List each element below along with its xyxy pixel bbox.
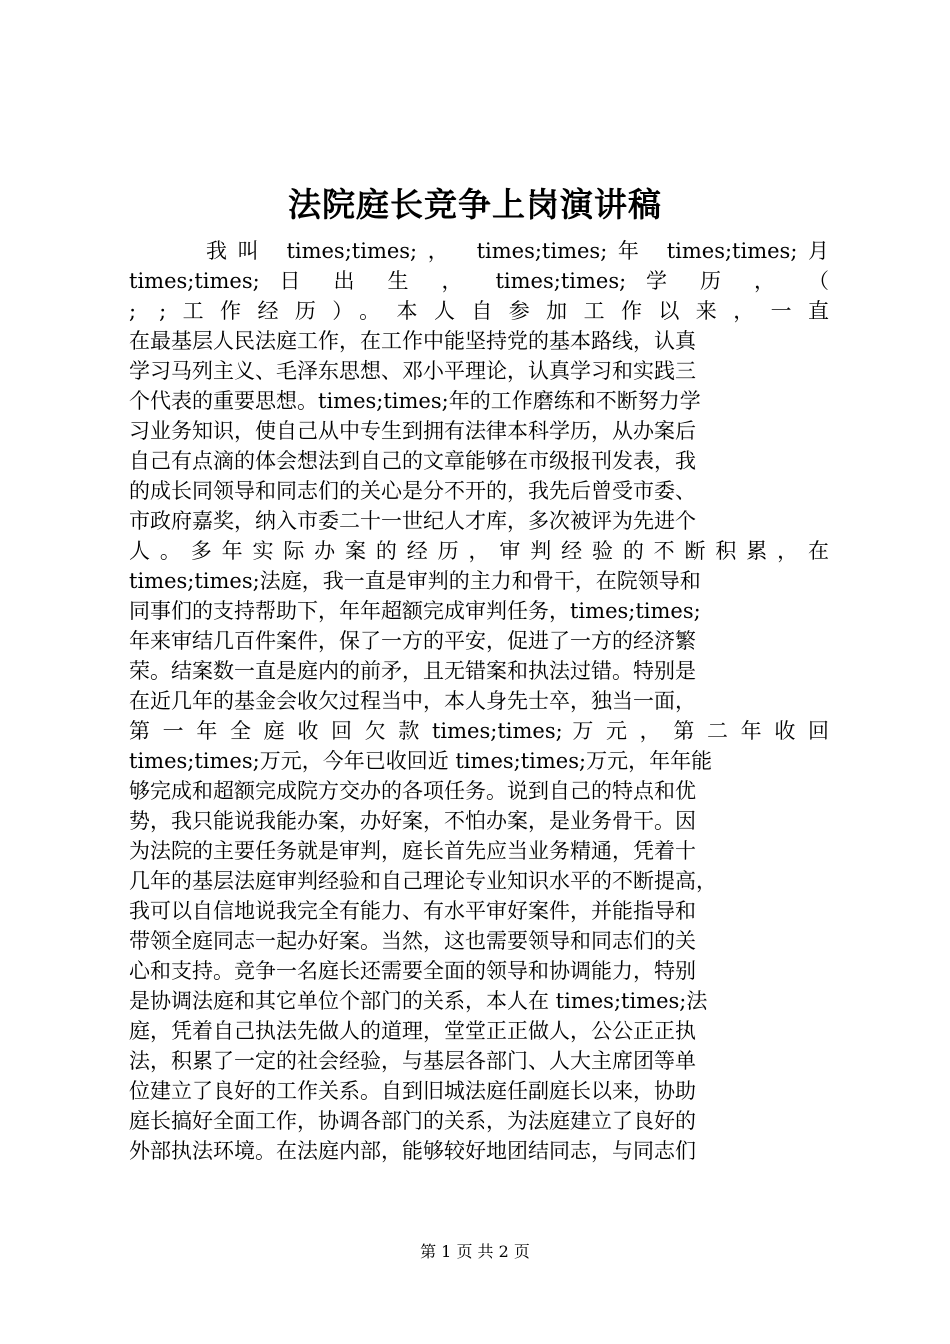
body-line: 够完成和超额完成院方交办的各项任务。说到自己的特点和优	[129, 779, 696, 803]
body-line: 人。多年实际办案的经历，审判经验的不断积累，在	[129, 539, 829, 563]
body-line: 第 一 年 全 庭 收 回 欠 款 times;times; 万 元 ， 第 二 年 收 回	[129, 719, 829, 743]
body-line: 带领全庭同志一起办好案。当然，这也需要领导和同志们的关	[129, 929, 696, 953]
body-line: 荣。结案数一直是庭内的前矛，且无错案和执法过错。特别是	[129, 659, 696, 683]
page-footer: 第 1 页 共 2 页	[420, 1242, 530, 1261]
body-line: 心和支持。竞争一名庭长还需要全面的领导和协调能力，特别	[129, 959, 696, 983]
body-line: 习业务知识，使自己从中专生到拥有法律本科学历，从办案后	[129, 419, 696, 443]
body-line: 市政府嘉奖，纳入市委二十一世纪人才库，多次被评为先进个	[129, 509, 696, 533]
body-line: 自己有点滴的体会想法到自己的文章能够在市级报刊发表，我	[129, 449, 696, 473]
body-line: 年来审结几百件案件，保了一方的平安，促进了一方的经济繁	[129, 629, 696, 653]
body-line: 外部执法环境。在法庭内部，能够较好地团结同志，与同志们	[129, 1139, 696, 1163]
document-body	[129, 236, 829, 1166]
body-line: 我叫 times;times;， times;times;年 times;times;月	[206, 239, 829, 263]
body-line: 位建立了良好的工作关系。自到旧城法庭任副庭长以来，协助	[129, 1079, 696, 1103]
body-line: 我可以自信地说我完全有能力、有水平审好案件，并能指导和	[129, 899, 696, 923]
body-line: 几年的基层法庭审判经验和自己理论专业知识水平的不断提高，	[129, 869, 717, 893]
body-line: 同事们的支持帮助下，年年超额完成审判任务，times;times;	[129, 599, 701, 623]
body-line: 个代表的重要思想。times;times;年的工作磨练和不断努力学	[129, 389, 701, 413]
body-line: 庭长搞好全面工作，协调各部门的关系，为法庭建立了良好的	[129, 1109, 696, 1133]
body-line: 在最基层人民法庭工作，在工作中能坚持党的基本路线，认真	[129, 329, 696, 353]
body-line: times;times;万元，今年已收回近 times;times;万元，年年能	[129, 749, 713, 773]
body-line: 学习马列主义、毛泽东思想、邓小平理论，认真学习和实践三	[129, 359, 696, 383]
body-line: 在近几年的基金会收欠过程当中，本人身先士卒，独当一面，	[129, 689, 696, 713]
body-line: 庭，凭着自己执法先做人的道理，堂堂正正做人，公公正正执	[129, 1019, 696, 1043]
body-line: 的成长同领导和同志们的关心是分不开的，我先后曾受市委、	[129, 479, 696, 503]
body-line: 势，我只能说我能办案，办好案，不怕办案，是业务骨干。因	[129, 809, 696, 833]
body-line: ; ;工作经历）。本人自参加工作以来，一直	[129, 299, 829, 323]
document-title: 法院庭长竞争上岗演讲稿	[288, 185, 662, 224]
body-line: times;times; 日 出 生 ， times;times; 学 历 ， （	[129, 269, 829, 293]
body-line: 是协调法庭和其它单位个部门的关系，本人在 times;times;法	[129, 989, 708, 1013]
body-line: times;times;法庭，我一直是审判的主力和骨干，在院领导和	[129, 569, 701, 593]
body-line: 法，积累了一定的社会经验，与基层各部门、人大主席团等单	[129, 1049, 696, 1073]
body-line: 为法院的主要任务就是审判，庭长首先应当业务精通，凭着十	[129, 839, 696, 863]
